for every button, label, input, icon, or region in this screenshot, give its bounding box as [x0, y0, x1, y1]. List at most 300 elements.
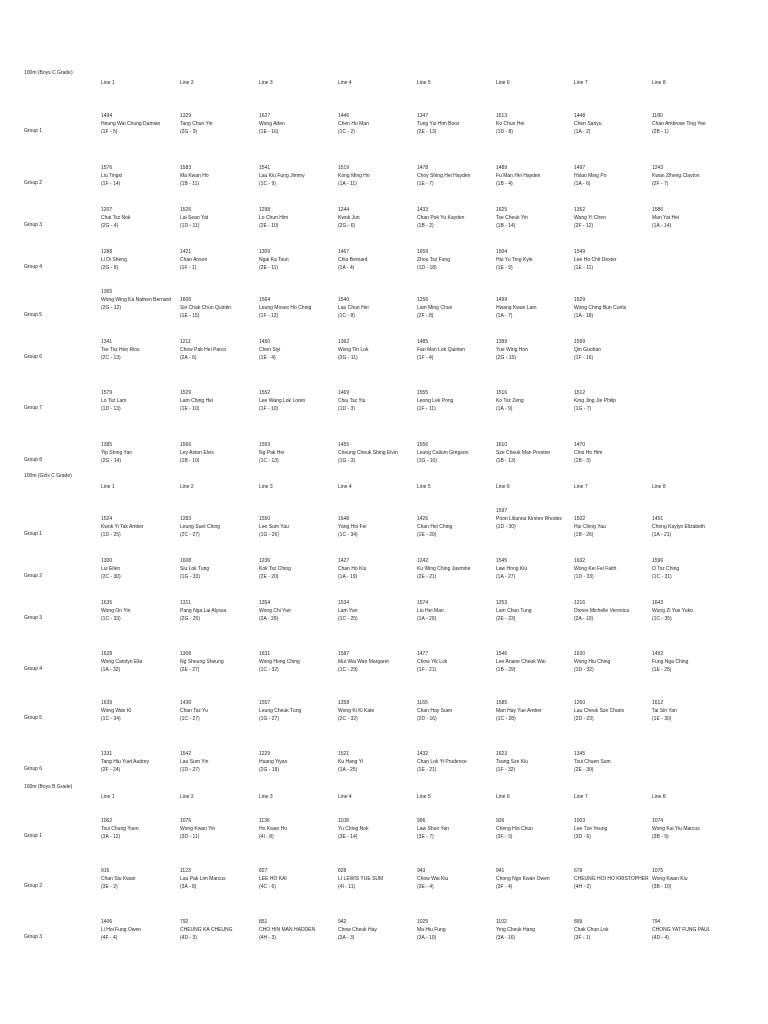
- athlete-entry: [101, 441, 177, 465]
- athlete-name: Leong Lek Pong: [417, 398, 454, 404]
- athlete-number: 1612: [652, 700, 664, 706]
- athlete-entry: [338, 599, 414, 623]
- athlete-name: CHEUNG KA CHEUNG: [180, 927, 233, 933]
- athlete-entry: [180, 515, 256, 539]
- athlete-entry: [101, 248, 177, 272]
- athlete-entry: [574, 338, 650, 362]
- athlete-class: (1A - 21): [652, 532, 672, 538]
- athlete-entry: [496, 206, 572, 230]
- athlete-entry: [180, 817, 256, 841]
- athlete-entry: [496, 248, 572, 272]
- event-title: 100m (Boys B Grade): [24, 784, 73, 790]
- athlete-name: Wong Wing Ka Nathen Bernard: [101, 297, 171, 303]
- athlete-entry: [574, 206, 650, 230]
- athlete-name: Choi Ho Him: [574, 450, 603, 456]
- athlete-number: 1075: [652, 868, 664, 874]
- athlete-number: 1587: [338, 651, 350, 657]
- athlete-class: (2E - 21): [417, 574, 437, 580]
- athlete-entry: [338, 296, 414, 320]
- athlete-entry: [417, 296, 493, 320]
- athlete-name: Chow Pak Hei Parco: [180, 347, 227, 353]
- athlete-number: 1492: [652, 651, 664, 657]
- athlete-entry: [417, 515, 493, 539]
- athlete-number: 1489: [496, 165, 508, 171]
- athlete-class: (2E - 13): [417, 129, 437, 135]
- athlete-class: (2D - 23): [574, 716, 594, 722]
- athlete-name: Kong Ming Ho: [338, 173, 370, 179]
- athlete-name: Siu Lok Tung: [180, 566, 210, 572]
- athlete-entry: [652, 206, 728, 230]
- athlete-class: (1E - 9): [496, 265, 513, 271]
- athlete-entry: [338, 699, 414, 723]
- athlete-name: Choy Shing Hei Hayden: [417, 173, 471, 179]
- athlete-number: 679: [574, 868, 583, 874]
- athlete-entry: [180, 918, 256, 942]
- athlete-name: Chow Wai Kiu: [417, 876, 449, 882]
- athlete-name: Kok Tsz Ching: [259, 566, 291, 572]
- athlete-name: Lee Ariane Cheuk Wai: [496, 659, 546, 665]
- athlete-name: Ngai Ka Tsun: [259, 257, 289, 263]
- athlete-name: Tse Cheuk Yin: [496, 215, 528, 221]
- athlete-class: (1B - 26): [574, 532, 594, 538]
- athlete-number: 792: [180, 919, 189, 925]
- athlete-name: Ng Sheung Sheung: [180, 659, 224, 665]
- athlete-entry: [259, 918, 335, 942]
- athlete-class: (2G - 11): [338, 355, 358, 361]
- athlete-name: Tse Tsz Hon Rios: [101, 347, 140, 353]
- athlete-name: Chiu Tsz Yiu: [338, 398, 366, 404]
- athlete-name: Wong On Yin: [101, 608, 131, 614]
- athlete-entry: [652, 817, 728, 841]
- athlete-name: Wong Kwan Kiu: [652, 876, 688, 882]
- athlete-name: Lau Kiu Fung Jimmy: [259, 173, 305, 179]
- athlete-class: (1G - 33): [180, 574, 201, 580]
- athlete-entry: [338, 206, 414, 230]
- athlete-number: 1630: [574, 651, 586, 657]
- athlete-entry: [101, 206, 177, 230]
- athlete-name: Sin Chak Chun Quintin: [180, 305, 231, 311]
- athlete-name: Huang Yiyao: [259, 759, 288, 765]
- athlete-class: (1F - 16): [574, 355, 594, 361]
- athlete-number: 1526: [180, 207, 192, 213]
- heat-label: Group 6: [24, 354, 43, 360]
- athlete-number: 1446: [338, 113, 350, 119]
- athlete-name: Chan Tsz Yu: [180, 708, 208, 714]
- athlete-class: (1F - 5): [101, 129, 118, 135]
- athlete-name: Cheung Cheuk Shing Elvin: [338, 450, 398, 456]
- heat-label: Group 1: [24, 531, 43, 537]
- athlete-entry: [652, 164, 728, 188]
- athlete-entry: [652, 515, 728, 539]
- athlete-entry: [180, 441, 256, 465]
- athlete-number: 1341: [101, 339, 113, 345]
- athlete-entry: [652, 650, 728, 674]
- athlete-class: (1D - 30): [496, 524, 516, 530]
- athlete-number: 1062: [101, 818, 113, 824]
- athlete-name: Wong Hong Ching: [259, 659, 300, 665]
- athlete-name: Chong Ngo Kwan Owen: [496, 876, 550, 882]
- athlete-name: Tang Chun Yin: [180, 121, 213, 127]
- heat-label: Group 4: [24, 264, 43, 270]
- athlete-class: (1D - 3): [338, 406, 355, 412]
- athlete-class: (3A - 12): [101, 834, 121, 840]
- athlete-number: 794: [652, 919, 661, 925]
- athlete-class: (3E - 2): [101, 884, 118, 890]
- heat-label: Group 7: [24, 405, 43, 411]
- athlete-entry: [417, 206, 493, 230]
- athlete-number: 1389: [496, 339, 508, 345]
- athlete-entry: [574, 515, 650, 539]
- athlete-entry: [496, 650, 572, 674]
- athlete-name: Wong Wan Ki: [101, 708, 132, 714]
- athlete-class: (1D - 27): [180, 767, 200, 773]
- athlete-entry: [180, 389, 256, 413]
- athlete-entry: [101, 389, 177, 413]
- athlete-name: Kwok Jun: [338, 215, 360, 221]
- athlete-number: 1585: [496, 700, 508, 706]
- athlete-number: 1311: [180, 600, 191, 606]
- athlete-name: Lee Tze Yeung: [574, 826, 608, 832]
- athlete-class: (3F - 4): [496, 884, 513, 890]
- athlete-name: Ley Aston Elvis: [180, 450, 214, 456]
- athlete-class: (2G - 15): [496, 355, 517, 361]
- athlete-entry: [338, 867, 414, 891]
- athlete-entry: [180, 112, 256, 136]
- athlete-class: (1G - 10): [417, 458, 438, 464]
- athlete-number: 1599: [574, 339, 586, 345]
- event-title: 100m (Boys C Grade): [24, 70, 73, 76]
- athlete-class: (3E - 4): [417, 884, 434, 890]
- athlete-entry: [101, 599, 177, 623]
- athlete-class: (2G - 25): [180, 616, 201, 622]
- athlete-name: Cheng Hoi Chun: [496, 826, 533, 832]
- athlete-number: 828: [338, 868, 347, 874]
- athlete-class: (1B - 11): [180, 181, 200, 187]
- athlete-entry: [101, 338, 177, 362]
- athlete-name: Lo Chun Him: [259, 215, 289, 221]
- athlete-class: (1A - 2): [574, 129, 591, 135]
- athlete-name: Ma Hiu Fung: [417, 927, 446, 933]
- athlete-entry: [180, 296, 256, 320]
- athlete-class: (1C - 13): [259, 458, 279, 464]
- athlete-class: (2E - 20): [259, 574, 279, 580]
- athlete-class: (3F - 3): [496, 834, 513, 840]
- athlete-class: (2C - 13): [101, 355, 121, 361]
- athlete-number: 1542: [180, 751, 192, 757]
- athlete-number: 1529: [180, 390, 192, 396]
- athlete-entry: [496, 441, 572, 465]
- lane-header: Line 2: [180, 484, 194, 490]
- athlete-number: 1450: [259, 339, 271, 345]
- athlete-entry: [101, 650, 177, 674]
- athlete-class: (2G - 4): [101, 223, 119, 229]
- athlete-entry: [101, 288, 177, 312]
- athlete-number: 1540: [338, 297, 350, 303]
- athlete-entry: [180, 164, 256, 188]
- athlete-name: Man Hay Yue Amber: [496, 708, 542, 714]
- athlete-entry: [338, 338, 414, 362]
- athlete-class: (1E - 10): [180, 406, 200, 412]
- athlete-number: 1236: [259, 558, 271, 564]
- athlete-number: 916: [101, 868, 110, 874]
- athlete-class: (1E - 21): [417, 767, 437, 773]
- athlete-name: Diores Michelle Veronica: [574, 608, 630, 614]
- athlete-number: 1165: [417, 700, 428, 706]
- heat-label: Group 2: [24, 180, 43, 186]
- athlete-class: (1D - 13): [101, 406, 121, 412]
- athlete-class: (3A - 10): [417, 935, 437, 941]
- athlete-name: Cheng Kaylyn Elizabeth: [652, 524, 706, 530]
- athlete-number: 1643: [652, 600, 664, 606]
- athlete-number: 1635: [101, 600, 113, 606]
- athlete-name: Lam Chun Tung: [496, 608, 532, 614]
- athlete-number: 1331: [101, 751, 113, 757]
- athlete-class: (2E - 10): [259, 223, 279, 229]
- athlete-entry: [574, 296, 650, 320]
- athlete-name: Lau Chun Hei: [338, 305, 369, 311]
- lane-header: Line 2: [180, 80, 194, 86]
- athlete-class: (1C - 29): [338, 667, 358, 673]
- athlete-entry: [496, 112, 572, 136]
- athlete-class: (2C - 30): [101, 574, 121, 580]
- athlete-number: 1436: [180, 700, 192, 706]
- athlete-entry: [259, 699, 335, 723]
- athlete-entry: [101, 515, 177, 539]
- athlete-class: (1G - 7): [574, 406, 592, 412]
- athlete-name: Mui Wai Wan Margaret: [338, 659, 389, 665]
- athlete-entry: [574, 650, 650, 674]
- athlete-name: Leung Cheuk Tung: [259, 708, 302, 714]
- lane-header: Line 7: [574, 484, 588, 490]
- athlete-name: Ku Wing Ching Jasmine: [417, 566, 471, 572]
- athlete-entry: [338, 918, 414, 942]
- athlete-class: (4H - 3): [259, 935, 276, 941]
- athlete-class: (2F - 24): [101, 767, 121, 773]
- athlete-class: (2B - 1): [652, 129, 669, 135]
- athlete-number: 1358: [338, 700, 350, 706]
- athlete-name: Wong Ki Ki Kate: [338, 708, 375, 714]
- athlete-number: 1597: [496, 508, 508, 514]
- athlete-class: (1F - 12): [259, 313, 279, 319]
- athlete-entry: [652, 699, 728, 723]
- athlete-number: 1329: [180, 113, 192, 119]
- athlete-name: Wong Tin Lok: [338, 347, 369, 353]
- athlete-entry: [496, 164, 572, 188]
- athlete-entry: [259, 750, 335, 774]
- athlete-number: 1512: [574, 390, 586, 396]
- athlete-class: (1G - 3): [338, 458, 356, 464]
- athlete-number: 1448: [574, 113, 586, 119]
- athlete-entry: [259, 164, 335, 188]
- athlete-name: Wong Kai Yiu Marcus: [652, 826, 700, 832]
- athlete-number: 1207: [101, 207, 113, 213]
- athlete-entry: [496, 338, 572, 362]
- athlete-number: 1102: [496, 919, 507, 925]
- athlete-name: Lam Ming Chun: [417, 305, 453, 311]
- athlete-class: (1C - 8): [338, 313, 355, 319]
- athlete-number: 1549: [574, 249, 586, 255]
- athlete-class: (3E - 14): [338, 834, 358, 840]
- athlete-name: Wung Zi Yue Yuko: [652, 608, 693, 614]
- athlete-name: Chan Lok Yi Prudence: [417, 759, 467, 765]
- athlete-class: (2E - 27): [180, 667, 200, 673]
- athlete-class: (1E - 30): [652, 716, 672, 722]
- athlete-class: (1D - 8): [496, 129, 513, 135]
- athlete-name: Ko Tsz Zeng: [496, 398, 524, 404]
- athlete-name: Liu Tingxi: [101, 173, 123, 179]
- athlete-class: (1A - 27): [496, 574, 516, 580]
- athlete-number: 1534: [338, 600, 350, 606]
- athlete-name: Lau Cheuk Sze Charis: [574, 708, 625, 714]
- athlete-number: 1546: [496, 651, 508, 657]
- athlete-number: 1470: [574, 442, 586, 448]
- athlete-number: 1659: [417, 249, 429, 255]
- athlete-number: 1309: [259, 249, 271, 255]
- athlete-entry: [101, 817, 177, 841]
- athlete-entry: [259, 206, 335, 230]
- athlete-name: Chan Ho Kiu: [338, 566, 367, 572]
- athlete-number: 1211: [180, 339, 191, 345]
- athlete-number: 1426: [417, 516, 429, 522]
- athlete-class: (3B - 10): [652, 884, 672, 890]
- athlete-number: 1427: [338, 558, 350, 564]
- athlete-name: Chai Tsz Nok: [101, 215, 131, 221]
- athlete-class: (2A - 6): [180, 355, 197, 361]
- athlete-entry: [338, 112, 414, 136]
- athlete-name: Chow Cheuk Hay: [338, 927, 377, 933]
- athlete-number: 1354: [259, 600, 271, 606]
- athlete-name: Tang Hiu Yuet Audrey: [101, 759, 149, 765]
- athlete-class: (2A - 29): [259, 616, 279, 622]
- athlete-entry: [259, 817, 335, 841]
- athlete-class: (1F - 32): [496, 767, 516, 773]
- athlete-number: 1406: [101, 919, 113, 925]
- athlete-class: (1D - 33): [574, 574, 594, 580]
- athlete-number: 1574: [417, 600, 429, 606]
- heat-label: Group 3: [24, 934, 43, 940]
- athlete-entry: [574, 599, 650, 623]
- athlete-name: Chan Pok Yu Kayden: [417, 215, 465, 221]
- athlete-entry: [417, 918, 493, 942]
- athlete-entry: [180, 750, 256, 774]
- athlete-class: (3F - 1): [574, 935, 591, 941]
- athlete-class: (1C - 34): [338, 532, 358, 538]
- athlete-number: 1308: [180, 651, 192, 657]
- heat-label: Group 5: [24, 715, 43, 721]
- athlete-number: 1625: [496, 207, 508, 213]
- athlete-name: Chan Siu Kwan: [101, 876, 136, 882]
- athlete-number: 1076: [180, 818, 192, 824]
- athlete-class: (1C - 9): [259, 181, 276, 187]
- event-title: 100m (Girls C Grade): [24, 473, 72, 479]
- lane-header: Line 4: [338, 484, 352, 490]
- athlete-entry: [574, 817, 650, 841]
- athlete-number: 1623: [496, 751, 508, 757]
- athlete-name: Pang Nga Lai Alyssa: [180, 608, 227, 614]
- athlete-class: (1C - 27): [180, 716, 200, 722]
- athlete-name: Zhou Tsz Fung: [417, 257, 450, 263]
- athlete-name: Leung Suet Ching: [180, 524, 221, 530]
- athlete-number: 827: [259, 868, 268, 874]
- athlete-entry: [496, 296, 572, 320]
- athlete-class: (3D - 11): [180, 834, 200, 840]
- athlete-name: Lee Sum Yau: [259, 524, 289, 530]
- athlete-name: Tsui Chung Yuen: [101, 826, 139, 832]
- athlete-entry: [338, 650, 414, 674]
- athlete-number: 1478: [417, 165, 429, 171]
- lane-header: Line 4: [338, 80, 352, 86]
- athlete-class: (3E - 7): [417, 834, 434, 840]
- athlete-class: (1C - 25): [338, 616, 358, 622]
- athlete-entry: [574, 441, 650, 465]
- athlete-class: (1B - 3): [574, 458, 591, 464]
- athlete-entry: [417, 650, 493, 674]
- athlete-name: Li Di Sheng: [101, 257, 127, 263]
- athlete-entry: [417, 867, 493, 891]
- lane-header: Line 6: [496, 794, 510, 800]
- athlete-class: (1C - 32): [259, 667, 279, 673]
- athlete-number: 1494: [101, 113, 113, 119]
- athlete-number: 943: [417, 868, 426, 874]
- athlete-entry: [101, 918, 177, 942]
- athlete-name: Chak Chun Lok: [574, 927, 609, 933]
- athlete-class: (1B - 29): [496, 667, 516, 673]
- athlete-class: (3D - 6): [574, 834, 591, 840]
- athlete-class: (2G - 8): [101, 265, 119, 271]
- athlete-entry: [417, 750, 493, 774]
- athlete-number: 1451: [652, 516, 664, 522]
- athlete-number: 1605: [180, 297, 192, 303]
- athlete-number: 1497: [574, 165, 586, 171]
- heat-label: Group 6: [24, 766, 43, 772]
- athlete-number: 1385: [101, 442, 113, 448]
- athlete-name: Li Hoi Fung Owen: [101, 927, 142, 933]
- athlete-name: Leung Moses Ho Ching: [259, 305, 312, 311]
- heat-label: Group 2: [24, 573, 43, 579]
- athlete-class: (4F - 4): [101, 935, 118, 941]
- athlete-entry: [574, 918, 650, 942]
- athlete-entry: [101, 164, 177, 188]
- athlete-class: (2E - 30): [574, 767, 594, 773]
- athlete-entry: [496, 557, 572, 581]
- athlete-class: (1E - 16): [259, 129, 279, 135]
- athlete-name: Fan Man Lok Quinten: [417, 347, 466, 353]
- athlete-class: (1E - 11): [574, 265, 594, 271]
- athlete-name: Lau Sum Yin: [180, 759, 209, 765]
- athlete-entry: [574, 699, 650, 723]
- athlete-entry: [417, 112, 493, 136]
- athlete-entry: [652, 918, 728, 942]
- athlete-number: 1564: [259, 297, 271, 303]
- heat-label: Group 3: [24, 222, 43, 228]
- athlete-number: 1516: [496, 390, 508, 396]
- athlete-class: (1D - 32): [574, 667, 594, 673]
- lane-header: Line 4: [338, 794, 352, 800]
- athlete-entry: [417, 699, 493, 723]
- lane-header: Line 6: [496, 484, 510, 490]
- athlete-entry: [338, 557, 414, 581]
- athlete-class: (2C - 32): [338, 716, 358, 722]
- athlete-class: (1D - 11): [180, 223, 200, 229]
- lane-header: Line 8: [652, 794, 666, 800]
- athlete-class: (1B - 2): [417, 223, 434, 229]
- lane-header: Line 3: [259, 794, 273, 800]
- athlete-number: 1631: [259, 651, 271, 657]
- athlete-number: 1180: [652, 113, 663, 119]
- athlete-class: (1A - 14): [652, 223, 672, 229]
- athlete-number: 1260: [574, 700, 586, 706]
- athlete-name: Fu Man Hei Hayden: [496, 173, 541, 179]
